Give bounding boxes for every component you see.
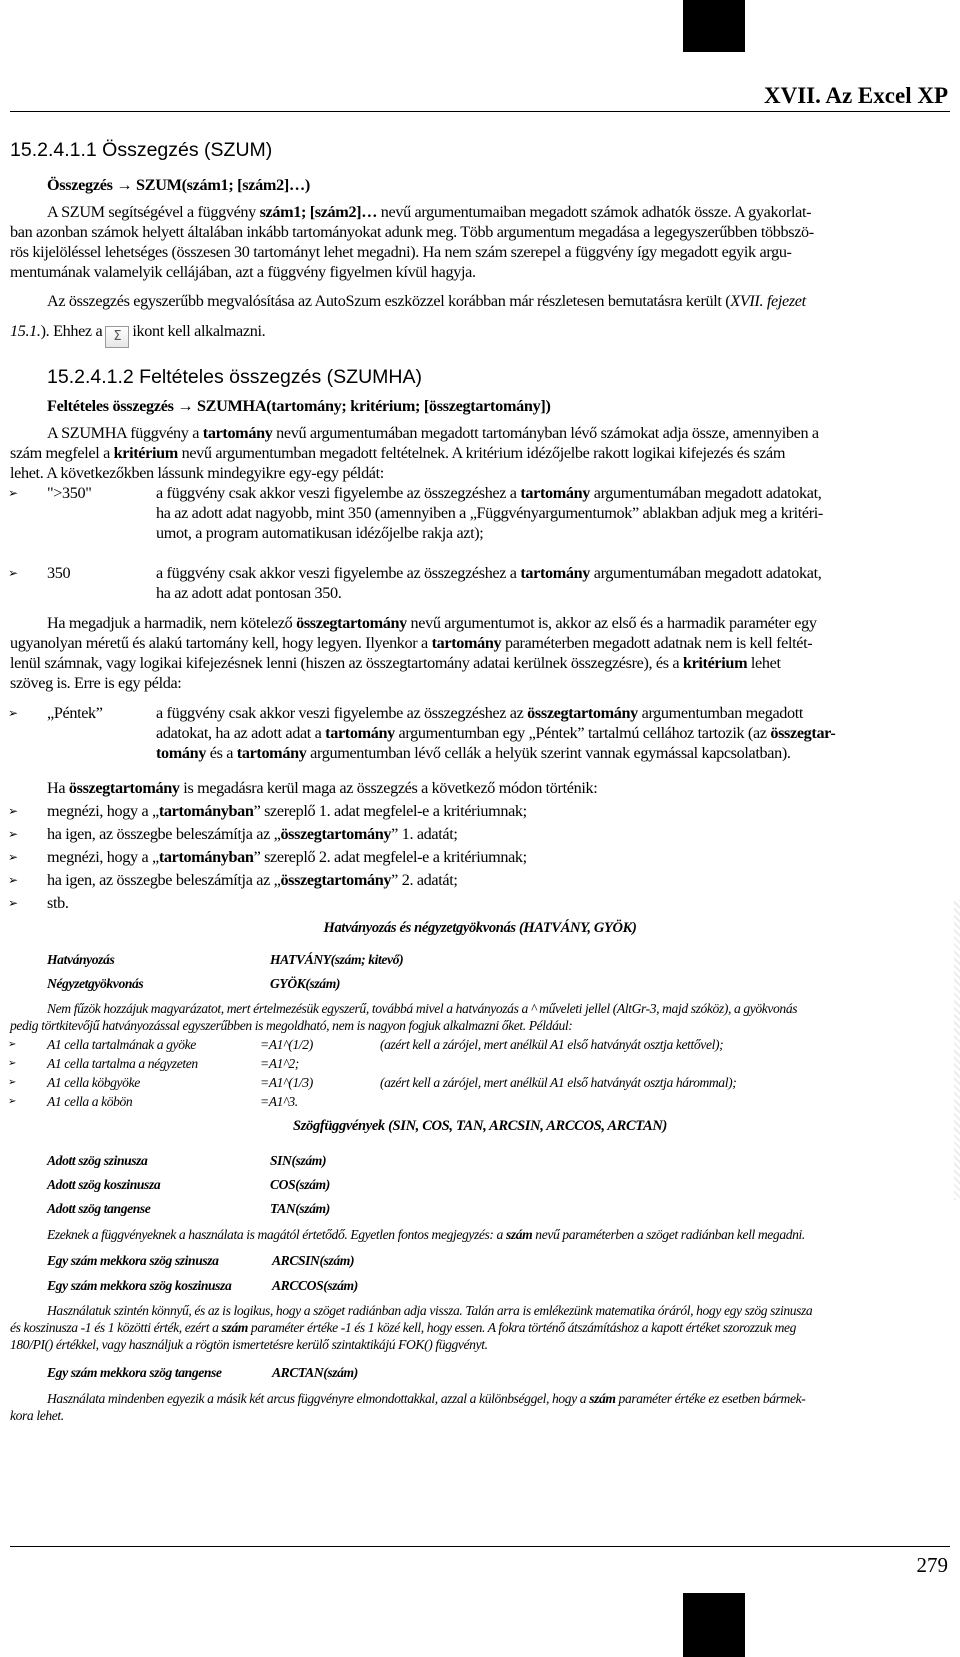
syntax-szumha: Feltételes összegzés → SZUMHA(tartomány; kritérium; [összegtartomány]) <box>47 397 551 415</box>
bullet-icon: ➢ <box>8 566 19 580</box>
bullet-icon: ➢ <box>8 850 19 864</box>
bullet-icon: ➢ <box>8 873 19 887</box>
footer-rule <box>10 1546 950 1547</box>
paragraph-steps-intro: Ha összegtartomány is megadásra kerül maga az összegzés a következő módon történik: <box>47 779 598 797</box>
syntax-szum: Összegzés → SZUM(szám1; [szám2]…) <box>47 176 310 194</box>
bullet-icon: ➢ <box>8 1077 17 1088</box>
bullet-icon: ➢ <box>8 486 19 500</box>
example-gt350-text: a függvény csak akkor veszi figyelembe az összegzéshez a tartomány argumentumában megadott adatokat, ha az adott adat nagyobb, mint 350 (amennyiben a „Függvényargumentumok” ablakban adjuk meg a kritéri- umot, a program automatikusan idézőjelbe rakja azt); <box>156 484 823 542</box>
example-350-text: a függvény csak akkor veszi figyelembe az összegzéshez a tartomány argumentumában megadott adatokat, ha az adott adat pontosan 350. <box>156 564 822 602</box>
edge-pattern <box>954 900 960 1200</box>
paragraph-szumha-description: A SZUMHA függvény a tartomány nevű argumentumában megadott tartományban lévő számokat adja össze, amennyiben a szám megfelel a kritérium nevű argumentumban megadott feltételnek. A kritérium idézőjelbe rakott logikai kifejezés és szám lehet. A következőkben lássunk mindegyikre egy-egy példát: <box>10 424 819 482</box>
example-pentek-key: „Péntek” <box>47 704 103 722</box>
bullet-icon: ➢ <box>8 804 19 818</box>
bullet-icon: ➢ <box>8 1039 17 1050</box>
section-heading-szum: 15.2.4.1.1 Összegzés (SZUM) <box>10 139 273 161</box>
arrow-icon: → <box>177 397 194 415</box>
bullet-icon: ➢ <box>8 1096 17 1107</box>
autosum-icon: Σ <box>105 326 129 348</box>
example-pentek-text: a függvény csak akkor veszi figyelembe az összegzéshez az összegtartomány argumentumban megadott adatokat, ha az adott adat a tartomány argumentumban egy „Péntek” tartalmú cellához tartozik (az összegtar- tomány és a tartomány argumentumban lévő cellák a helyük szerint vannak egymással kapcsolatban). <box>156 704 836 762</box>
header-rule <box>10 111 950 112</box>
paragraph-szum-description: A SZUM segítségével a függvény szám1; [szám2]… nevű argumentumaiban megadott számok adhatók össze. A gyakorlat- ban azonban számok helyett általában inkább tartományokat adunk meg. Több argumentum megadása a legegyszerűbben többszö- rös kijelöléssel lehetséges (összesen 30 tartományt lehet megadni). Ha nem szám szerepel a függvény így megadott egyik argu- mentumának valamelyik cellájában, azt a függvény figyelmen kívül hagyja. <box>10 203 814 281</box>
note-trig-radian: Ezeknek a függvényeknek a használata is magától értetődő. Egyetlen fontos megjegyzés: a szám nevű paraméterben a szöget radiánban kell megadni. <box>47 1227 805 1242</box>
arrow-icon: → <box>116 176 133 194</box>
bottom-thumb-tab <box>683 1593 745 1657</box>
example-350-key: 350 <box>47 564 71 582</box>
section-heading-szumha: 15.2.4.1.2 Feltételes összegzés (SZUMHA) <box>47 366 422 388</box>
paragraph-osszegtartomany: Ha megadjuk a harmadik, nem kötelező összegtartomány nevű argumentumot is, akkor az első és a harmadik paraméter egy ugyanolyan méretű és alakú tartomány kell, hogy legyen. Ilyenkor a tartomány paraméterben megadott adatnak nem is kell feltét- lenül számnak, vagy logikai kifejezésnek lenni (hiszen az összegtartomány adatai kerülnek összegzésre), és a kritérium lehet szöveg is. Erre is egy példa: <box>10 614 817 692</box>
top-thumb-tab <box>683 0 745 52</box>
bullet-icon: ➢ <box>8 706 19 720</box>
subsection-title-hatvany: Hatványozás és négyzetgyökvonás (HATVÁNY, GYÖK) <box>323 920 637 936</box>
chapter-header: XVII. Az Excel XP <box>764 83 948 108</box>
note-trig-arcus: Használatuk szintén könnyű, és az is logikus, hogy a szöget radiánban adja vissza. Talán arra is emlékezünk matematika óráról, hogy egy szög szinusza és koszinusza -1 és 1 közötti érték, ezért a szám paraméter értéke -1 és 1 közé kell, hogy essen. A fokra történő átszámításhoz a kapott értéket szorozzuk meg 180/PI() értékkel, vagy használjuk a rögtön ismertetésre kerülő szintaktikájú FOK() függvényt. <box>10 1303 813 1352</box>
note-hatvany: Nem fűzök hozzájuk magyarázatot, mert értelmezésük egyszerű, továbbá mivel a hatványozás a ^ műveleti jellel (AltGr-3, majd szóköz), a gyökvonás pedig törtkitevőjű hatványozással egyszerűbben is megoldható, nem is nagyon fogjuk alkalmazni őket. Például: <box>10 1001 798 1033</box>
subsection-title-trig: Szögfüggvények (SIN, COS, TAN, ARCSIN, ARCCOS, ARCTAN) <box>293 1118 667 1134</box>
bullet-icon: ➢ <box>8 1058 17 1069</box>
note-trig-arctan: Használata mindenben egyezik a másik két arcus függvényre elmondottakkal, azzal a különbséggel, hogy a szám paraméter értéke ez esetben bármek- kora lehet. <box>10 1391 806 1423</box>
example-gt350-key: ">350" <box>47 484 92 502</box>
bullet-icon: ➢ <box>8 896 19 910</box>
bullet-icon: ➢ <box>8 827 19 841</box>
paragraph-autoszum: Az összegzés egyszerűbb megvalósítása az AutoSzum eszközzel korábban már részletesen bemutatásra került (XVII. fejezet 15.1.). Ehhez a Σ ikont kell alkalmazni. <box>10 290 950 348</box>
page-number: 279 <box>916 1553 948 1577</box>
